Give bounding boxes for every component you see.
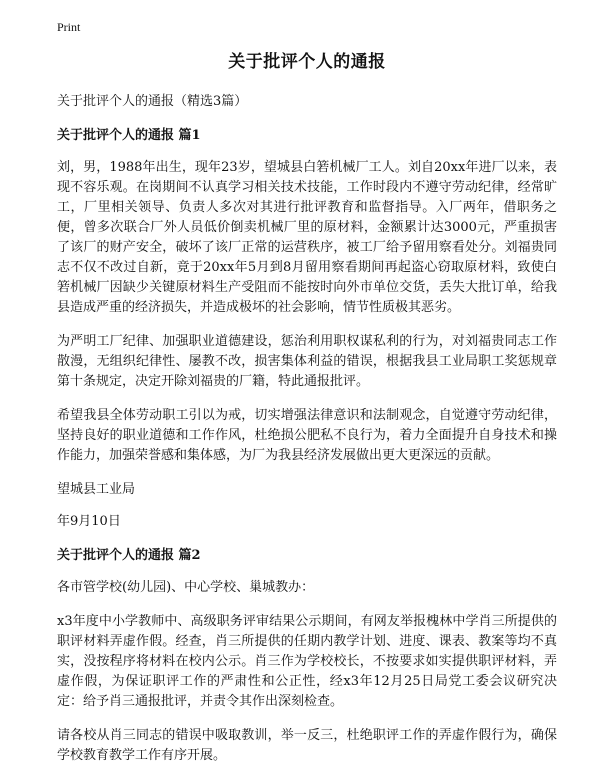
section-heading: 关于批评个人的通报 篇1 [57,128,201,143]
document-page [57,48,557,780]
paragraph: 请各校从肖三同志的错误中吸取教训，举一反三，杜绝职评工作的弄虚作假行为，确保学校教育教学工作有序开展。 [57,728,557,763]
section-2 [57,546,557,766]
section-heading: 关于批评个人的通报 篇2 [57,548,201,563]
paragraph: 各市管学校(幼儿园)、中心学校、巢城教办： [57,580,315,595]
document-title: 关于批评个人的通报 [228,52,386,72]
paragraph: 为严明工厂纪律、加强职业道德建设，惩治利用职权谋私利的行为，对刘福贵同志工作散漫，无组织纪律性、屡教不改，损害集体利益的错误，根据我县工业局职工奖惩规章第十条规定，决定开除刘福贵的厂籍，特此通报批评。 [57,334,557,389]
document-subtitle: 关于批评个人的通报（精选3篇） [57,94,248,109]
section-1 [57,126,557,532]
print-link[interactable]: Print [57,20,81,34]
paragraph: x3年度中小学教师中、高级职务评审结果公示期间，有网友举报槐林中学肖三所提供的职评材料弄虚作假。经查，肖三所提供的任期内教学计划、进度、课表、教案等均不真实，没按程序将材料在校内公示。肖三作为学校校长，不按要求如实提供职评材料，弄虚作假，为保证职评工作的严肃性和公正性，经x3年12月25日局党工委会议研究决定：给予肖三通报批评，并责令其作出深刻检查。 [57,614,557,709]
paragraph: 刘，男，1988年出生，现年23岁，望城县白箬机械厂工人。刘自20xx年进厂以来，表现不容乐观。在岗期间不认真学习相关技术技能，工作时段内不遵守劳动纪律，经常旷工，厂里相关领导、负责人多次对其进行批评教育和监督指导。入厂两年，借职务之便，曾多次联合厂外人员低价倒卖机械厂里的原材料，金额累计达3000元，严重损害了该厂的财产安全，破坏了该厂正常的运营秩序，被工厂给予留用察看处分。刘福贵同志不仅不改过自新，竟于20xx年5月到8月留用察看期间再起盗心窃取原材料，致使白箬机械厂因缺少关键原材料生产受阻而不能按时向外市单位交货，丢失大批订单，给我县造成严重的经济损失，并造成极坏的社会影响，情节性质极其恶劣。 [57,160,557,315]
signature-date: 年9月10日 [57,514,121,529]
signature-organization: 望城县工业局 [57,482,136,497]
paragraph: 希望我县全体劳动职工引以为戒，切实增强法律意识和法制观念，自觉遵守劳动纪律，坚持良好的职业道德和工作作风，杜绝损公肥私不良行为，着力全面提升自身技术和操作能力，加强荣誉感和集体感，为厂为我县经济发展做出更大更深远的贡献。 [57,408,557,463]
